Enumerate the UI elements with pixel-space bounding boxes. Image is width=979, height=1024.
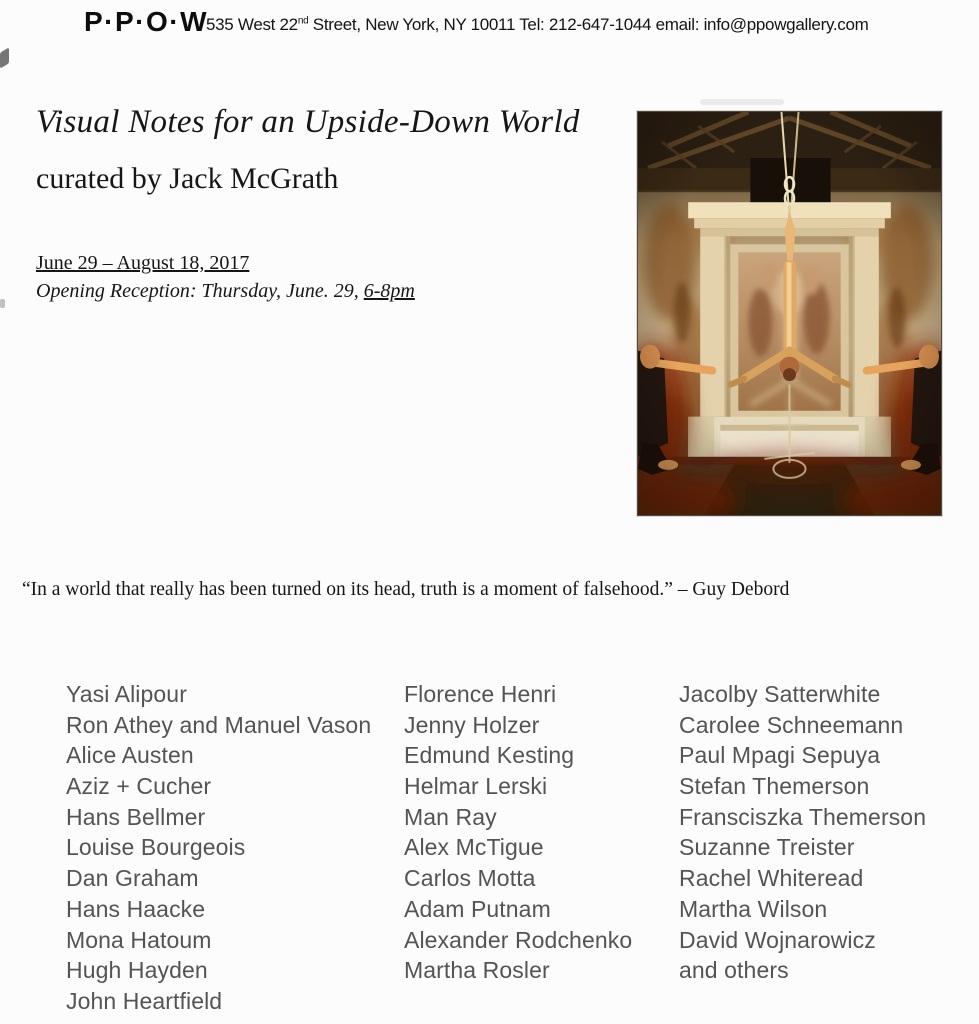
artist-name: Suzanne Treister bbox=[679, 834, 855, 861]
artist-name: Yasi Alipour bbox=[66, 681, 187, 707]
artist-name: Hans Haacke bbox=[66, 895, 206, 922]
artist-column-1 bbox=[66, 679, 371, 1017]
reception-time: 6-8pm bbox=[363, 280, 415, 302]
artist-name: Aziz + Cucher bbox=[66, 773, 212, 800]
artist-name: Stefan Themerson bbox=[679, 773, 870, 800]
artist-name: Jacolby Satterwhite bbox=[679, 681, 881, 707]
artist-name: Paul Mpagi Sepuya bbox=[679, 742, 881, 769]
artist-name: Mona Hatoum bbox=[66, 926, 212, 953]
artist-name: Hugh Hayden bbox=[66, 957, 208, 984]
artist-name: David Wojnarowicz bbox=[679, 926, 876, 953]
artist-name: Martha Rosler bbox=[404, 957, 550, 984]
curator-line: curated by Jack McGrath bbox=[36, 162, 339, 195]
artist-name: John Heartfield bbox=[66, 987, 223, 1014]
artist-column-2 bbox=[404, 679, 632, 986]
scan-artifact bbox=[700, 99, 784, 105]
artist-name: Ron Athey and Manuel Vason bbox=[66, 711, 372, 738]
artist-name: Carolee Schneemann bbox=[679, 711, 904, 738]
scan-artifact bbox=[0, 47, 9, 68]
exhibition-title: Visual Notes for an Upside-Down World bbox=[36, 104, 580, 140]
scan-artifact bbox=[0, 299, 5, 308]
artist-name: Jenny Holzer bbox=[404, 711, 540, 738]
artist-name: Man Ray bbox=[404, 803, 497, 830]
artist-name: Hans Bellmer bbox=[66, 803, 206, 830]
artist-name: Carlos Motta bbox=[404, 865, 536, 892]
gallery-logo: P·P·O·W bbox=[84, 6, 209, 37]
artist-name: Edmund Kesting bbox=[404, 742, 575, 769]
reception-text: Opening Reception: Thursday, June. 29, bbox=[36, 280, 364, 302]
artist-column-3 bbox=[679, 679, 926, 986]
artist-name: Alex McTigue bbox=[404, 834, 544, 861]
exhibition-photo-art bbox=[638, 112, 941, 515]
artist-name: Alexander Rodchenko bbox=[404, 926, 633, 953]
artist-name: Rachel Whiteread bbox=[679, 865, 864, 892]
artist-name: Adam Putnam bbox=[404, 895, 551, 922]
artist-name: Louise Bourgeois bbox=[66, 834, 246, 861]
artist-name: Florence Henri bbox=[404, 681, 557, 707]
address-street: 535 West 22 bbox=[206, 15, 298, 34]
artist-name: Dan Graham bbox=[66, 865, 199, 892]
artist-name: Helmar Lerski bbox=[404, 773, 548, 800]
artist-name: Alice Austen bbox=[66, 742, 194, 769]
gallery-address bbox=[206, 15, 869, 35]
exhibition-photo bbox=[637, 111, 942, 516]
address-rest: Street, New York, NY 10011 Tel: 212-647-1044 email: info@ppowgallery.com bbox=[308, 15, 869, 34]
artist-name: Martha Wilson bbox=[679, 895, 828, 922]
artist-name: Fransciszka Themerson bbox=[679, 803, 927, 830]
debord-quote: “In a world that really has been turned on its head, truth is a moment of falsehood.” – Guy Debord bbox=[22, 579, 790, 600]
exhibition-dates: June 29 – August 18, 2017 bbox=[36, 252, 250, 274]
artist-name: and others bbox=[679, 957, 789, 984]
reception-line bbox=[36, 280, 415, 303]
address-ordinal: nd bbox=[297, 15, 309, 27]
